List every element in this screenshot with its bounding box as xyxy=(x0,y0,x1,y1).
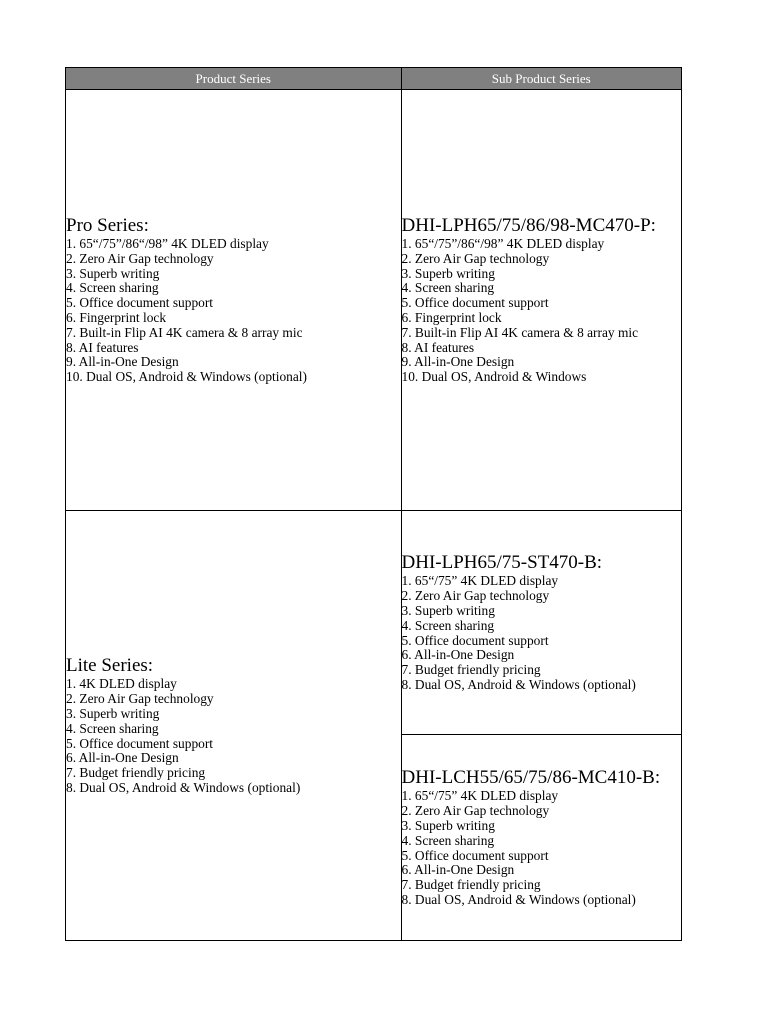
list-item: 3. Superb writing xyxy=(66,705,160,721)
list-item: 7. Budget friendly pricing xyxy=(66,765,206,781)
table-header-row xyxy=(66,68,682,90)
list-item: 2. Zero Air Gap technology xyxy=(401,250,550,266)
list-item: 6. All-in-One Design xyxy=(401,862,515,878)
list-item: 6. Fingerprint lock xyxy=(66,310,167,325)
list-item: 2. Zero Air Gap technology xyxy=(66,250,214,266)
pro-series-features xyxy=(66,237,401,385)
lite-sub-series-title-mc410: DHI-LCH55/65/75/86-MC410-B: xyxy=(401,767,661,789)
list-item: 7. Budget friendly pricing xyxy=(401,662,541,678)
list-item: 2. Zero Air Gap technology xyxy=(401,588,550,604)
list-item: 1. 65“/75” 4K DLED display xyxy=(401,573,559,589)
list-item: 3. Superb writing xyxy=(401,602,495,618)
pro-sub-series-features xyxy=(402,237,681,385)
lite-sub-series-title-st470: DHI-LPH65/75-ST470-B: xyxy=(401,552,603,574)
lite-series-features xyxy=(66,677,401,795)
list-item: 1. 65“/75”/86“/98” 4K DLED display xyxy=(66,236,269,252)
list-item: 2. Zero Air Gap technology xyxy=(66,691,214,707)
list-item: 10. Dual OS, Android & Windows xyxy=(401,369,587,385)
list-item: 5. Office document support xyxy=(401,295,549,311)
list-item: 5. Office document support xyxy=(66,735,214,751)
list-item: 10. Dual OS, Android & Windows (optional) xyxy=(66,369,307,385)
lite-sub-series-features-st470 xyxy=(402,574,681,692)
list-item: 5. Office document support xyxy=(401,632,549,648)
product-series-table xyxy=(65,67,682,941)
list-item: 6. All-in-One Design xyxy=(401,647,515,663)
pro-series-title: Pro Series: xyxy=(66,215,149,237)
list-item: 3. Superb writing xyxy=(66,265,160,281)
list-item: 8. Dual OS, Android & Windows (optional) xyxy=(66,779,301,795)
list-item: 6. Fingerprint lock xyxy=(401,310,502,325)
list-item: 1. 65“/75” 4K DLED display xyxy=(401,788,559,804)
list-item: 8. Dual OS, Android & Windows (optional) xyxy=(401,676,636,692)
lite-sub-series-features-mc410 xyxy=(402,789,681,907)
pro-sub-series-title: DHI-LPH65/75/86/98-MC470-P: xyxy=(401,215,656,237)
list-item: 4. Screen sharing xyxy=(401,832,495,848)
list-item: 1. 65“/75”/86“/98” 4K DLED display xyxy=(401,236,605,252)
list-item: 2. Zero Air Gap technology xyxy=(401,803,550,819)
list-item: 3. Superb writing xyxy=(401,817,495,833)
list-item: 7. Budget friendly pricing xyxy=(401,877,541,893)
list-item: 8. AI features xyxy=(401,339,475,355)
list-item: 5. Office document support xyxy=(66,295,214,311)
pro-series-cell xyxy=(66,90,402,511)
lite-series-title: Lite Series: xyxy=(66,655,154,677)
list-item: 4. Screen sharing xyxy=(401,280,495,296)
list-item: 4. Screen sharing xyxy=(401,617,495,633)
lite-series-cell xyxy=(66,511,402,941)
list-item: 9. All-in-One Design xyxy=(66,354,179,370)
lite-sub-series-cell-st470 xyxy=(401,511,681,735)
table-row-lite xyxy=(66,511,682,735)
list-item: 4. Screen sharing xyxy=(66,720,159,736)
list-item: 5. Office document support xyxy=(401,847,549,863)
list-item: 4. Screen sharing xyxy=(66,280,159,296)
table-row-pro xyxy=(66,90,682,511)
list-item: 6. All-in-One Design xyxy=(66,750,179,766)
header-sub-product-series: Sub Product Series xyxy=(401,68,681,90)
list-item: 3. Superb writing xyxy=(401,265,495,281)
list-item: 8. AI features xyxy=(66,339,139,355)
header-product-series: Product Series xyxy=(66,68,402,90)
list-item: 8. Dual OS, Android & Windows (optional) xyxy=(401,891,636,907)
list-item: 7. Built-in Flip AI 4K camera & 8 array mic xyxy=(401,324,639,340)
list-item: 7. Built-in Flip AI 4K camera & 8 array mic xyxy=(66,324,303,340)
pro-sub-series-cell xyxy=(401,90,681,511)
lite-sub-series-cell-mc410 xyxy=(401,735,681,941)
list-item: 1. 4K DLED display xyxy=(66,676,177,692)
list-item: 9. All-in-One Design xyxy=(401,354,515,370)
